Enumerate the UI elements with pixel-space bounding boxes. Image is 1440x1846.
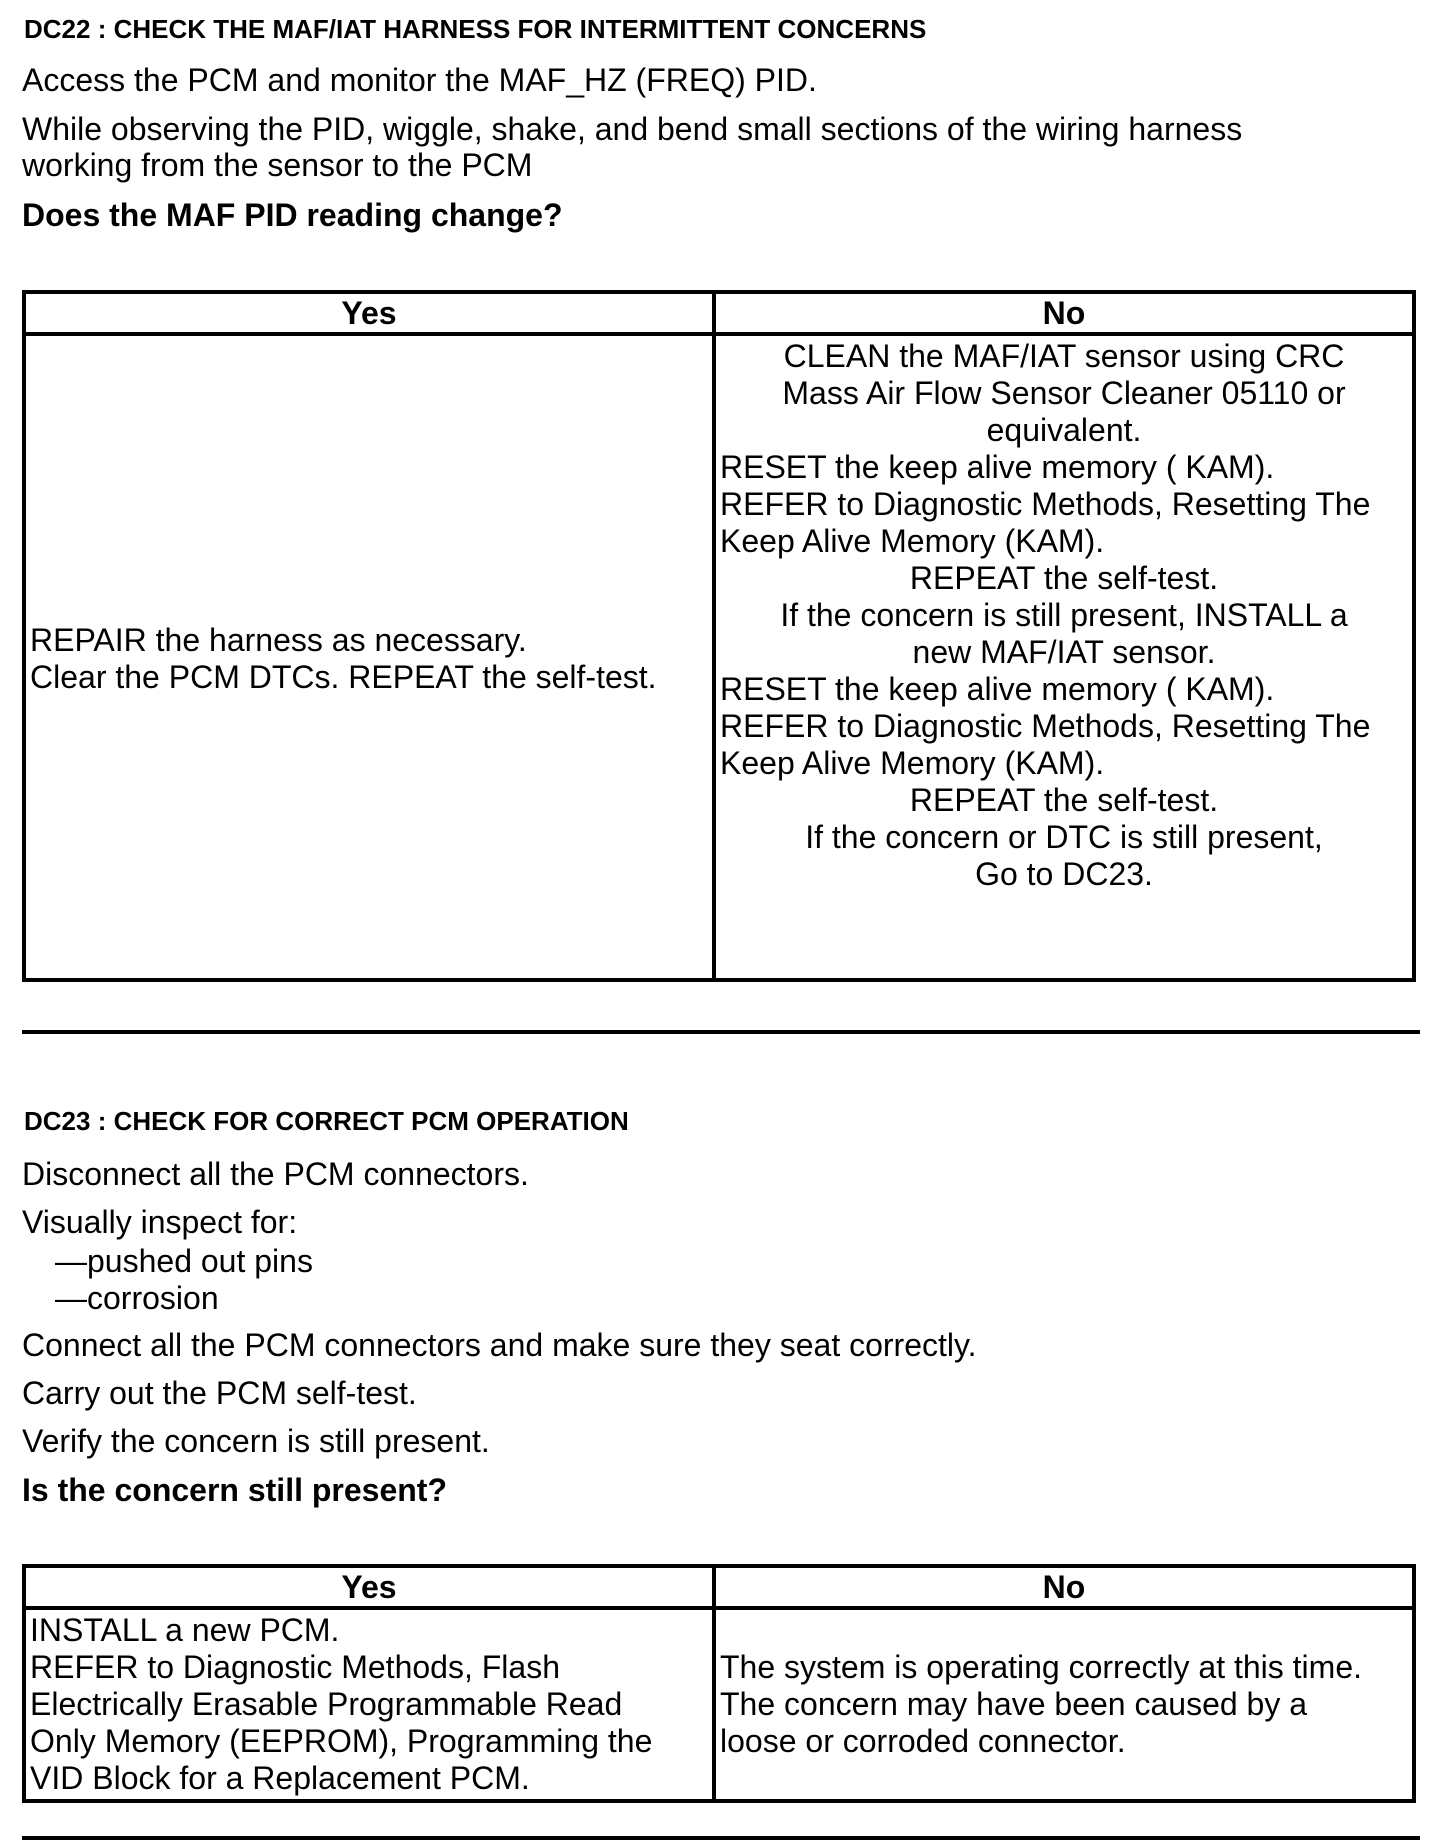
dc22-yes-line-1: REPAIR the harness as necessary. bbox=[30, 622, 527, 658]
dc22-no-line-5: REFER to Diagnostic Methods, Resetting The bbox=[720, 486, 1371, 522]
dc23-yes-line-4: Only Memory (EEPROM), Programming the bbox=[30, 1723, 653, 1759]
dc22-yes-header: Yes bbox=[24, 292, 714, 334]
dc22-no-line-7: REPEAT the self-test. bbox=[909, 560, 1219, 596]
dc22-no-line-9: new MAF/IAT sensor. bbox=[912, 634, 1216, 670]
dc23-yes-cell bbox=[24, 1608, 714, 1801]
dc23-instruction-6: Carry out the PCM self-test. bbox=[22, 1375, 417, 1411]
dc23-instruction-4: —corrosion bbox=[55, 1280, 219, 1316]
dc22-heading: DC22 : CHECK THE MAF/IAT HARNESS FOR INTERMITTENT CONCERNS bbox=[24, 14, 927, 44]
dc23-decision-table bbox=[22, 1564, 1416, 1803]
dc23-yes-line-2: REFER to Diagnostic Methods, Flash bbox=[30, 1649, 560, 1685]
dc23-question: Is the concern still present? bbox=[22, 1472, 447, 1508]
dc23-heading: DC23 : CHECK FOR CORRECT PCM OPERATION bbox=[24, 1106, 629, 1136]
dc23-no-line-2: The concern may have been caused by a bbox=[720, 1686, 1308, 1722]
dc22-decision-table bbox=[22, 290, 1416, 982]
dc23-yes-line-1: INSTALL a new PCM. bbox=[30, 1612, 340, 1648]
dc23-yes-line-5: VID Block for a Replacement PCM. bbox=[30, 1760, 530, 1796]
dc22-no-line-14: If the concern or DTC is still present, bbox=[805, 819, 1323, 855]
dc22-no-line-1: CLEAN the MAF/IAT sensor using CRC bbox=[783, 338, 1345, 374]
dc22-no-line-4: RESET the keep alive memory ( KAM). bbox=[720, 449, 1275, 485]
dc22-no-line-11: REFER to Diagnostic Methods, Resetting The bbox=[720, 708, 1371, 744]
dc22-yes-cell bbox=[24, 334, 714, 980]
dc22-no-line-13: REPEAT the self-test. bbox=[909, 782, 1219, 818]
dc23-yes-header: Yes bbox=[24, 1566, 714, 1608]
dc23-instruction-3: —pushed out pins bbox=[55, 1243, 313, 1279]
dc22-no-cell bbox=[714, 334, 1414, 980]
dc22-instruction-2: While observing the PID, wiggle, shake, and bend small sections of the wiring harness bbox=[22, 111, 1243, 147]
dc22-instruction-1: Access the PCM and monitor the MAF_HZ (FREQ) PID. bbox=[22, 62, 817, 98]
dc23-instruction-2: Visually inspect for: bbox=[22, 1204, 298, 1240]
dc23-no-line-3: loose or corroded connector. bbox=[720, 1723, 1126, 1759]
dc22-no-line-6: Keep Alive Memory (KAM). bbox=[720, 523, 1105, 559]
dc23-yes-line-3: Electrically Erasable Programmable Read bbox=[30, 1686, 623, 1722]
section-divider-1 bbox=[22, 1030, 1420, 1034]
dc22-question: Does the MAF PID reading change? bbox=[22, 197, 563, 233]
section-divider-2 bbox=[22, 1836, 1420, 1840]
dc22-yes-line-2: Clear the PCM DTCs. REPEAT the self-test. bbox=[30, 659, 657, 695]
dc22-no-line-10: RESET the keep alive memory ( KAM). bbox=[720, 671, 1275, 707]
dc23-instruction-5: Connect all the PCM connectors and make sure they seat correctly. bbox=[22, 1327, 977, 1363]
dc22-no-line-3: equivalent. bbox=[986, 412, 1142, 448]
dc23-no-cell bbox=[714, 1608, 1414, 1801]
dc23-no-header: No bbox=[714, 1566, 1414, 1608]
dc22-no-line-12: Keep Alive Memory (KAM). bbox=[720, 745, 1105, 781]
dc23-instruction-7: Verify the concern is still present. bbox=[22, 1423, 490, 1459]
dc22-no-header: No bbox=[714, 292, 1414, 334]
dc23-no-line-1: The system is operating correctly at this time. bbox=[720, 1649, 1362, 1685]
dc23-instruction-1: Disconnect all the PCM connectors. bbox=[22, 1156, 529, 1192]
dc22-instruction-3: working from the sensor to the PCM bbox=[22, 147, 533, 183]
dc22-no-line-2: Mass Air Flow Sensor Cleaner 05110 or bbox=[782, 375, 1346, 411]
dc22-no-line-8: If the concern is still present, INSTALL a bbox=[780, 597, 1348, 633]
dc22-no-line-15: Go to DC23. bbox=[975, 856, 1153, 892]
